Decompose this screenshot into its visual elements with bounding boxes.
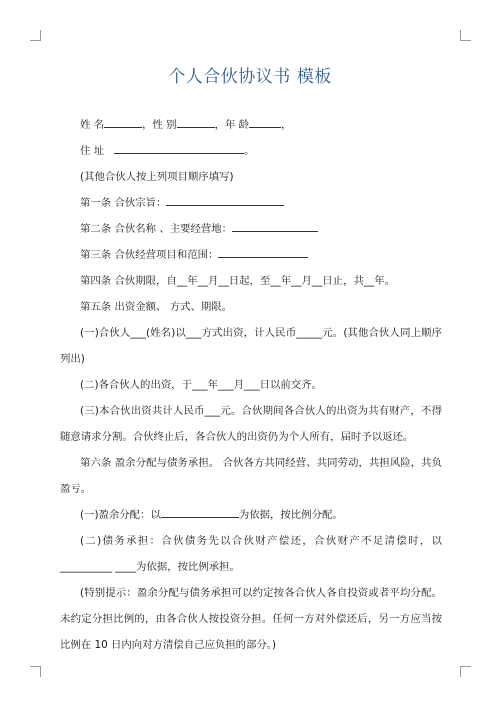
paragraph-6-1-a: (一)盈余分配：以: [80, 509, 161, 521]
article-6: 第六条 盈余分配与债务承担。 合伙各方共同经营、共同劳动，共担风险，共负盈亏。: [60, 457, 442, 495]
purpose-blank[interactable]: [166, 195, 284, 206]
paragraph-5-3: (三)本合伙出资共计人民币___元。合伙期间各合伙人的出资为共有财产，不得随意请求分割。合伙终止后，各合伙人的出资仍为个人所有，届时予以返还。: [60, 405, 442, 443]
page-corner-mark: [460, 666, 471, 677]
address-label: 住 址: [80, 145, 105, 157]
address-end: 。: [244, 145, 255, 157]
scope-blank[interactable]: [218, 247, 308, 258]
age-blank[interactable]: [249, 117, 281, 128]
article-1-text: 第一条 合伙宗旨：: [80, 197, 167, 209]
profit-basis-blank[interactable]: [161, 507, 239, 518]
document-title: 个人合伙协议书 模板: [168, 67, 332, 87]
gender-label: ，性 别: [142, 119, 177, 131]
paragraph-5-1: (一)合伙人___(姓名)以___方式出资，计人民币_____元。(其他合伙人同上顺序列出): [60, 327, 442, 365]
age-label: ，年 龄: [214, 119, 250, 131]
article-4: 第四条 合伙期限，自__年__月__日起，至__年__月__日止，共__年。: [80, 275, 396, 287]
personal-info-line: [60, 112, 442, 138]
name-place-blank[interactable]: [232, 221, 318, 232]
address-blank[interactable]: [114, 143, 244, 154]
paragraph-6-1-b: 为依据，按比例分配。: [238, 509, 343, 521]
document-body: [60, 112, 442, 658]
page-corner-mark: [460, 30, 471, 41]
gender-blank[interactable]: [177, 117, 215, 128]
article-1: [60, 190, 442, 216]
note-order: (其他合伙人按上列项目顺序填写): [80, 171, 234, 183]
paragraph-6-1: [60, 502, 442, 528]
page-corner-mark: [30, 30, 41, 41]
article-3-text: 第三条 合伙经营项目和范围：: [80, 249, 219, 261]
age-end: ，: [281, 119, 292, 131]
name-blank[interactable]: [104, 117, 142, 128]
article-2: [60, 216, 442, 242]
name-label: 姓 名: [80, 119, 105, 131]
article-2-text: 第二条 合伙名称 、主要经营地：: [80, 223, 233, 235]
article-5: 第五条 出资金额、 方式、期限。: [80, 301, 233, 313]
special-tip: (特别提示：盈余分配与债务承担可以约定按各合伙人各自投资或者平均分配。未约定分担比例的，由各合伙人按投资分担。任何一方对外偿还后，另一方应当按比例在 10 日内向对方清偿自己应负担的部分。): [60, 587, 442, 651]
paragraph-6-2: (二)债务承担：合伙债务先以合伙财产偿还，合伙财产不足清偿时，以__________ ____为依据，按比例承担。: [60, 535, 442, 573]
page-corner-mark: [30, 666, 41, 677]
article-3: [60, 242, 442, 268]
address-line: [60, 138, 442, 164]
paragraph-5-2: (二)各合伙人的出资，于___年___月___日以前交齐。: [80, 379, 322, 391]
